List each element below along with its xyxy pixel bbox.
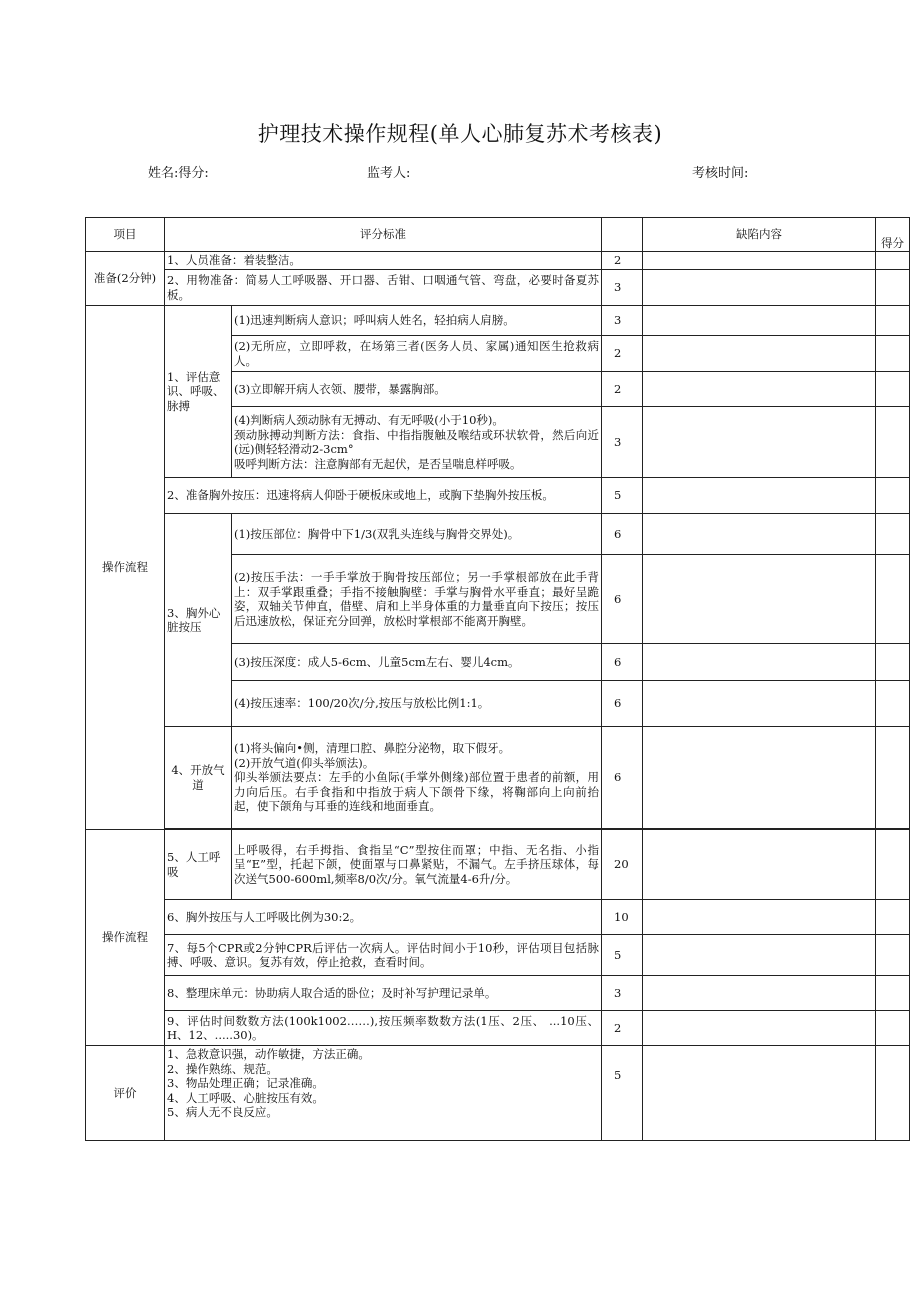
subsection-assess: 1、评估意识、呼吸、脉搏 <box>165 306 232 478</box>
subsection-breath: 5、人工呼吸 <box>165 830 232 900</box>
defect-cell <box>643 830 876 900</box>
points-value: 20 <box>602 830 643 900</box>
criteria-text: 8、整理床单元：协助病人取合适的卧位；及时补写护理记录单。 <box>165 976 602 1011</box>
subsection-compress: 3、胸外心脏按压 <box>165 514 232 727</box>
header-points <box>602 218 643 252</box>
points-value: 2 <box>602 1011 643 1046</box>
header-criteria: 评分标准 <box>165 218 602 252</box>
criteria-text: 7、每5个CPR或2分钟CPR后评估一次病人。评估时间小于10秒，评估项目包括脉搏、呼吸、意识。复苏有效，停止抢救，查看时间。 <box>165 935 602 976</box>
criteria-text: 上呼吸得，右手拇指、食指呈“C”型按住而罩；中指、无名指、小指呈“E”型，托起下颌，使面罩与口鼻紧贴，不漏气。左手挤压球体，每次送气500-600ml,频率8/0次/分。氧气流量4-6升/分。 <box>232 830 602 900</box>
points-value: 6 <box>602 644 643 681</box>
criteria-line: 仰头举颁法要点：左手的小鱼际(手掌外侧缘)部位置于患者的前额，用力向后压。右手食指和中指放于病人下颌骨下缘，将鞠部向上向前抬起，使下颌角与耳垂的连线和地面垂直。 <box>234 770 599 814</box>
score-cell <box>876 830 910 900</box>
table-row <box>86 270 910 306</box>
subsection-airway: 4、开放气道 <box>165 727 232 829</box>
section-process-2: 操作流程 <box>86 830 165 1046</box>
criteria-line: 颈动脉搏动判断方法：食指、中指指腹触及喉结或环状软骨，然后向近(远)侧轻轻滑动2-3cm° <box>234 427 599 456</box>
name-score-label: 姓名:得分: <box>148 166 209 181</box>
criteria-line: 2、操作熟练、规范。 <box>167 1061 278 1076</box>
table-row <box>86 727 910 829</box>
score-cell <box>876 270 910 306</box>
table-header-row <box>86 218 910 252</box>
score-cell <box>876 935 910 976</box>
defect-cell <box>643 727 876 829</box>
score-cell <box>876 252 910 270</box>
page-title: 护理技术操作规程(单人心肺复苏术考核表) <box>257 122 663 146</box>
table-row <box>86 306 910 336</box>
section-prep: 准备(2分钟) <box>86 252 165 306</box>
criteria-text <box>232 407 602 478</box>
criteria-text: 2、用物准备：简易人工呼吸器、开口器、舌钳、口咽通气管、弯盘，必要时备夏苏板。 <box>165 270 602 306</box>
criteria-text: 2、准备胸外按压：迅速将病人仰卧于硬板床或地上，或胸下垫胸外按压板。 <box>165 478 602 514</box>
defect-cell <box>643 555 876 644</box>
defect-cell <box>643 976 876 1011</box>
criteria-text: (3)立即解开病人衣领、腰带，暴露胸部。 <box>232 372 602 407</box>
criteria-line: 3、物品处理正确；记录准确。 <box>167 1076 324 1090</box>
points-value: 3 <box>602 407 643 478</box>
table-row <box>86 830 910 900</box>
score-cell <box>876 1046 910 1141</box>
section-eval: 评价 <box>86 1046 165 1141</box>
examiner-label: 监考人: <box>367 166 411 181</box>
defect-cell <box>643 252 876 270</box>
criteria-line: 5、病人无不良反应。 <box>167 1105 278 1119</box>
score-cell <box>876 336 910 372</box>
criteria-text: 9、评估时间数数方法(100k1002……),按压频率数数方法(1压、2压、 ...10压、H、12、.....30)。 <box>165 1011 602 1046</box>
table-row <box>86 478 910 514</box>
criteria-text: 6、胸外按压与人工呼吸比例为30:2。 <box>165 900 602 935</box>
defect-cell <box>643 935 876 976</box>
points-value: 6 <box>602 681 643 727</box>
criteria-line: 4、人工呼吸、心脏按压有效。 <box>167 1090 324 1105</box>
header-item: 项目 <box>86 218 165 252</box>
criteria-line: (4)判断病人颈动脉有无搏动、有无呼吸(小于10秒)。 <box>234 413 504 427</box>
points-value: 6 <box>602 514 643 555</box>
points-value: 5 <box>602 478 643 514</box>
defect-cell <box>643 644 876 681</box>
points-value: 3 <box>602 306 643 336</box>
score-cell <box>876 900 910 935</box>
criteria-text <box>232 727 602 829</box>
criteria-line: (2)开放气道(仰头举颁法)。 <box>234 755 375 770</box>
table-row <box>86 514 910 555</box>
points-value: 3 <box>602 270 643 306</box>
defect-cell <box>643 407 876 478</box>
points-value: 10 <box>602 900 643 935</box>
points-value: 2 <box>602 372 643 407</box>
score-cell <box>876 976 910 1011</box>
points-value: 2 <box>602 336 643 372</box>
header-defects: 缺陷内容 <box>643 218 876 252</box>
criteria-text: (4)按压速率：100/20次/分,按压与放松比例1:1。 <box>232 681 602 727</box>
defect-cell <box>643 306 876 336</box>
table-row <box>86 900 910 935</box>
table-row <box>86 1046 910 1141</box>
table-row <box>86 1011 910 1046</box>
criteria-line: 吸呼判断方法：注意胸部有无起伏，是否呈喘息样呼吸。 <box>234 456 522 471</box>
criteria-text: (2)按压手法：一手手掌放于胸骨按压部位；另一手掌根部放在此手背上：双手掌跟重叠；手指不接触胸壁：手掌与胸骨水平垂直；最好呈跪姿，双轴关节伸直，借壁、肩和上半身体重的力量垂直向下按压；按压后迅速放松，保证充分回弹，放松时掌根部不能离开胸壁。 <box>232 555 602 644</box>
score-cell <box>876 478 910 514</box>
criteria-text: (1)迅速判断病人意识；呼叫病人姓名，轻拍病人肩膀。 <box>232 306 602 336</box>
score-cell <box>876 407 910 478</box>
defect-cell <box>643 270 876 306</box>
score-cell <box>876 306 910 336</box>
defect-cell <box>643 1011 876 1046</box>
points-value: 6 <box>602 555 643 644</box>
header-score: 得分 <box>876 218 910 252</box>
points-value: 2 <box>602 252 643 270</box>
defect-cell <box>643 514 876 555</box>
criteria-text: (1)按压部位：胸骨中下1/3(双乳头连线与胸骨交界处)。 <box>232 514 602 555</box>
criteria-text: (3)按压深度：成人5-6cm、儿童5cm左右、婴儿4cm。 <box>232 644 602 681</box>
table-row <box>86 976 910 1011</box>
criteria-line: 1、急救意识强，动作敏捷，方法正确。 <box>167 1047 370 1061</box>
defect-cell <box>643 1046 876 1141</box>
score-cell <box>876 555 910 644</box>
criteria-text <box>165 1046 602 1141</box>
points-value: 5 <box>602 935 643 976</box>
points-value: 5 <box>602 1046 643 1141</box>
score-cell <box>876 727 910 829</box>
criteria-text: 1、人员准备：着装整洁。 <box>165 252 602 270</box>
score-cell <box>876 644 910 681</box>
points-value: 3 <box>602 976 643 1011</box>
defect-cell <box>643 681 876 727</box>
assessment-table <box>85 217 910 1141</box>
score-cell <box>876 514 910 555</box>
exam-time-label: 考核时间: <box>692 166 749 181</box>
points-value: 6 <box>602 727 643 829</box>
defect-cell <box>643 478 876 514</box>
table-row <box>86 252 910 270</box>
score-cell <box>876 372 910 407</box>
defect-cell <box>643 372 876 407</box>
criteria-text: (2)无所应，立即呼救，在场第三者(医务人员、家属)通知医生抢救病人。 <box>232 336 602 372</box>
criteria-line: (1)将头偏向•侧，清理口腔、鼻腔分泌物，取下假牙。 <box>234 741 511 756</box>
score-cell <box>876 681 910 727</box>
defect-cell <box>643 900 876 935</box>
defect-cell <box>643 336 876 372</box>
table-row <box>86 935 910 976</box>
section-process: 操作流程 <box>86 306 165 830</box>
score-cell <box>876 1011 910 1046</box>
